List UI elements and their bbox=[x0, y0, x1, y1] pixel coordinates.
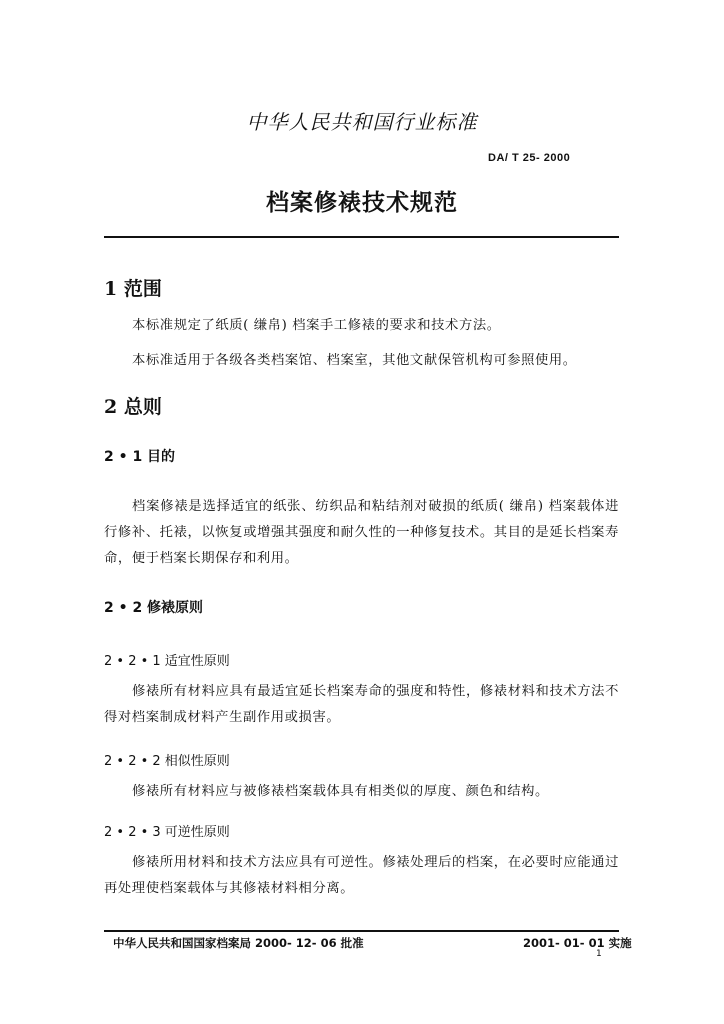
section-1-paragraph-1: 本标准规定了纸质( 缣帛) 档案手工修裱的要求和技术方法。 bbox=[132, 318, 501, 333]
section-2-2-2-paragraph: 修裱所有材料应与被修裱档案载体具有相类似的厚度、颜色和结构。 bbox=[132, 784, 549, 799]
section-2-1-paragraph: 档案修裱是选择适宜的纸张、纺织品和粘结剂对破损的纸质( 缣帛) 档案载体进行修补、托裱，以恢复或增强其强度和耐久性的一种修复技术。其目的是延长档案寿命，便于档案长期保存和利用。 bbox=[104, 499, 619, 566]
section-2-1-heading: 2 • 1 目的 bbox=[104, 449, 176, 465]
page-number: 1 bbox=[596, 949, 602, 959]
section-1-heading: 1 范围 bbox=[104, 278, 162, 300]
title-divider bbox=[104, 236, 619, 238]
footer-approval: 中华人民共和国国家档案局 2000- 12- 06 批准 bbox=[113, 936, 364, 950]
footer-divider bbox=[104, 930, 619, 932]
standard-title: 中华人民共和国行业标准 bbox=[246, 110, 478, 134]
section-2-2-2-heading: 2 • 2 • 2 相似性原则 bbox=[104, 754, 230, 769]
section-2-2-3-paragraph: 修裱所用材料和技术方法应具有可逆性。修裱处理后的档案，在必要时应能通过再处理使档案载体与其修裱材料相分离。 bbox=[104, 855, 619, 896]
footer-implementation: 2001- 01- 01 实施 bbox=[523, 936, 632, 950]
section-1-paragraph-2: 本标准适用于各级各类档案馆、档案室，其他文献保管机构可参照使用。 bbox=[132, 353, 577, 368]
section-2-2-1-paragraph: 修裱所有材料应具有最适宜延长档案寿命的强度和特性，修裱材料和技术方法不得对档案制成材料产生副作用或损害。 bbox=[104, 684, 619, 725]
section-2-heading: 2 总则 bbox=[104, 396, 162, 418]
document-title: 档案修裱技术规范 bbox=[266, 190, 458, 216]
section-2-2-1-heading: 2 • 2 • 1 适宜性原则 bbox=[104, 654, 230, 669]
section-2-2-3-heading: 2 • 2 • 3 可逆性原则 bbox=[104, 825, 230, 840]
standard-number: DA/ T 25- 2000 bbox=[488, 152, 571, 164]
section-2-2-heading: 2 • 2 修裱原则 bbox=[104, 600, 204, 616]
